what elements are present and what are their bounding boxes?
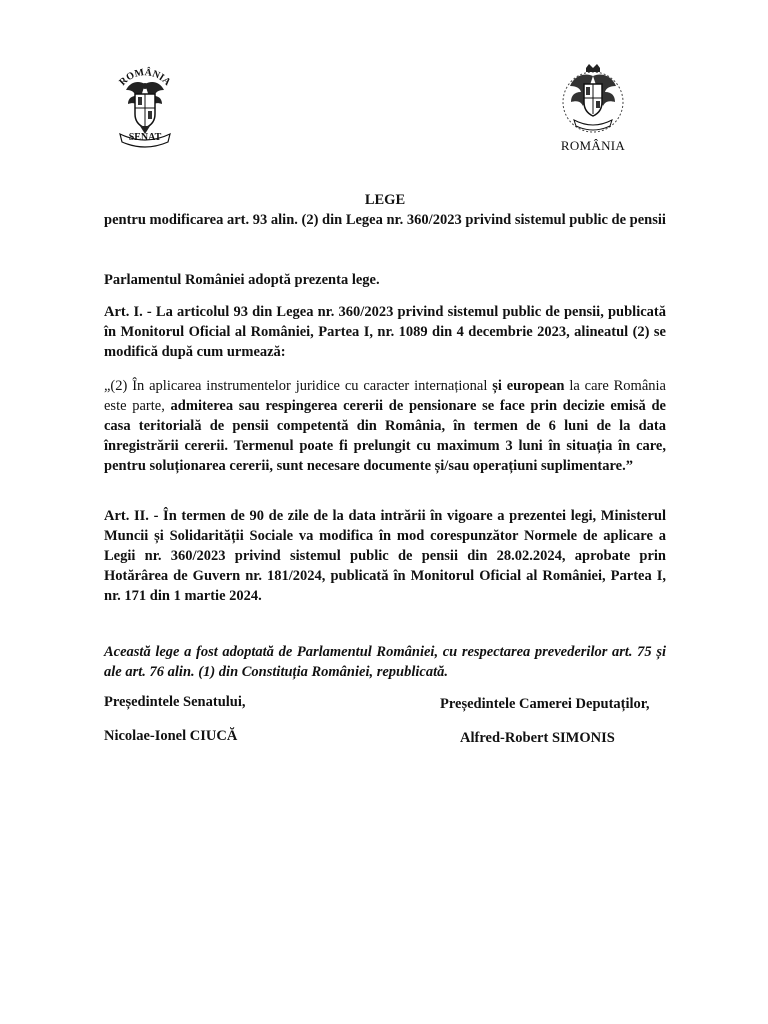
chamber-president-name: Alfred-Robert SIMONIS [460, 730, 615, 746]
chamber-president-title: Președintele Camerei Deputaților, [440, 696, 650, 712]
quote-part-4: admiterea sau respingerea cererii de pensionare se face prin decizie emisă de casa teritorială de pensii competentă din România, în termen de 6 luni de la data înregistrării cererii. Termenul poate fi prelungit cu maximum 3 luni în situația în care, pentru soluționarea cererii, sunt necesare documente și/sau operațiuni suplimentare.” [104, 398, 666, 474]
law-title-heading: LEGE [364, 192, 406, 208]
senate-president-name: Nicolae-Ionel CIUCĂ [104, 728, 238, 744]
law-title [100, 190, 670, 230]
law-title-subject: pentru modificarea art. 93 alin. (2) din Legea nr. 360/2023 privind sistemul public de pensii [104, 212, 666, 228]
preamble: Parlamentul României adoptă prezenta lege. [104, 272, 380, 288]
quote-part-3: la care România este parte, [104, 378, 666, 414]
senate-president-title: Președintele Senatului, [104, 694, 246, 710]
quote-part-2: și european [492, 378, 565, 394]
amended-paragraph-quote [104, 376, 666, 476]
senate-label: SENAT [128, 132, 162, 143]
article-2: Art. II. - În termen de 90 de zile de la data intrării în vigoare a prezentei legi, Ministerul Muncii și Solidarității Sociale va modifica în mod corespunzător Normele de aplicare a Legii nr. 360/2023 privind sistemul public de pensii din 28.02.2024, aprobate prin Hotărârea de Guvern nr. 181/2024, publicată în Monitorul Oficial al României, Partea I, nr. 171 din 1 martie 2024. [104, 508, 666, 604]
chamber-emblem-label: ROMÂNIA [560, 138, 626, 153]
romania-coat-of-arms-icon [548, 62, 638, 136]
chamber-emblem [548, 62, 638, 162]
article-1: Art. I. - La articolul 93 din Legea nr. 360/2023 privind sistemul public de pensii, publicată în Monitorul Oficial al României, Partea I, nr. 1089 din 4 decembrie 2023, alineatul (2) se modifică după cum urmează: [104, 304, 666, 360]
adoption-note: Această lege a fost adoptată de Parlamentul României, cu respectarea prevederilor art. 75 și ale art. 76 alin. (1) din Constituția României, republicată. [104, 644, 666, 680]
quote-part-1: „(2) În aplicarea instrumentelor juridice cu caracter internațional [104, 378, 493, 394]
senate-arc-text: ROMÂNIA [117, 67, 173, 88]
senate-emblem [100, 62, 190, 150]
